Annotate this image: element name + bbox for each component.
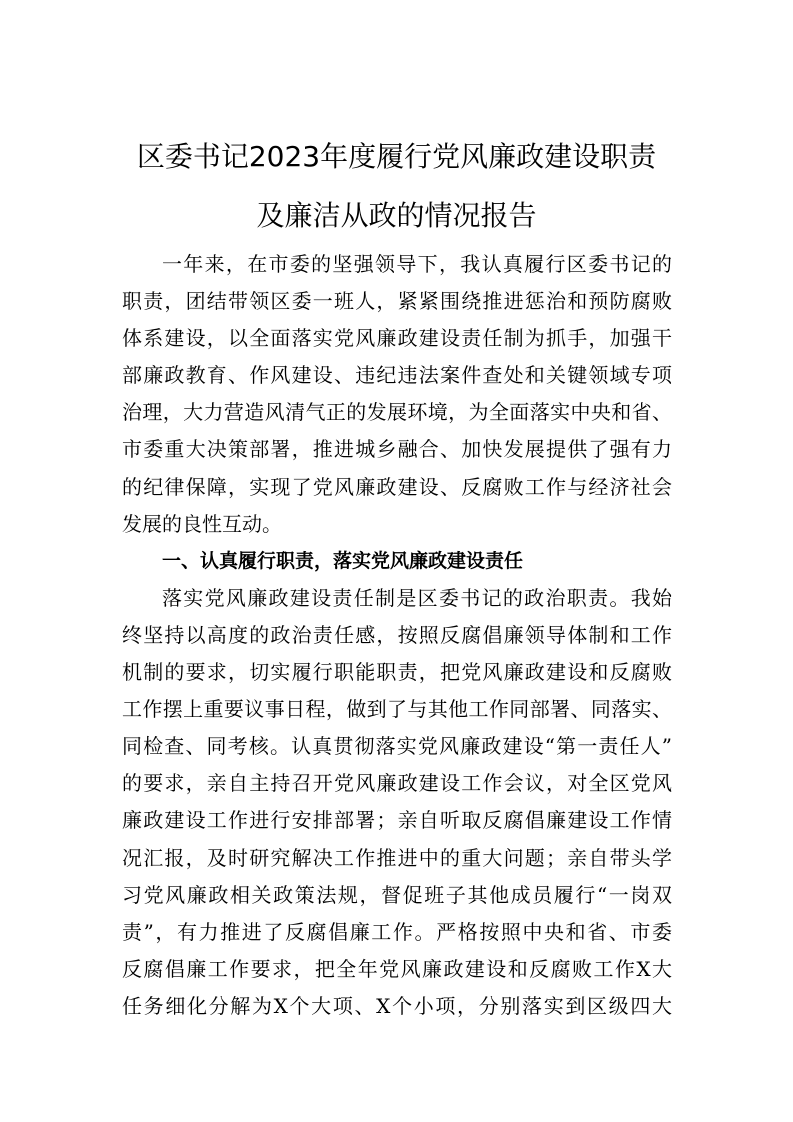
paragraph-2-line-4: 工作摆上重要议事日程，做到了与其他工作同部署、同落实、 — [122, 697, 672, 722]
paragraph-2-line-10: 责”，有力推进了反腐倡廉工作。严格按照中央和省、市委 — [122, 919, 672, 944]
paragraph-1-line-3: 体系建设，以全面落实党风廉政建设责任制为抓手，加强干 — [122, 326, 672, 351]
paragraph-1-line-7: 的纪律保障，实现了党风廉政建设、反腐败工作与经济社会 — [122, 474, 672, 499]
paragraph-2-line-8: 况汇报，及时研究解决工作推进中的重大问题；亲自带头学 — [122, 845, 672, 870]
document-title-line-1: 区委书记2023年度履行党风廉政建设职责 — [136, 140, 657, 173]
paragraph-1-line-6: 市委重大决策部署，推进城乡融合、加快发展提供了强有力 — [122, 437, 672, 462]
section-heading-1: 一、认真履行职责，落实党风廉政建设责任 — [162, 549, 524, 572]
paragraph-1-line-8: 发展的良性互动。 — [122, 511, 282, 536]
document-title-line-2: 及廉洁从政的情况报告 — [256, 199, 537, 232]
paragraph-2-line-12: 任务细化分解为X个大项、X个小项，分别落实到区级四大 — [122, 993, 672, 1018]
paragraph-2-line-3: 机制的要求，切实履行职能职责，把党风廉政建设和反腐败 — [122, 660, 672, 685]
paragraph-1-line-4: 部廉政教育、作风建设、违纪违法案件查处和关键领域专项 — [122, 363, 672, 388]
document-body — [122, 246, 672, 1025]
paragraph-2-line-6: 的要求，亲自主持召开党风廉政建设工作会议，对全区党风 — [122, 771, 672, 796]
paragraph-2-line-5: 同检查、同考核。认真贯彻落实党风廉政建设“第一责任人” — [122, 734, 672, 759]
paragraph-2-line-2: 终坚持以高度的政治责任感，按照反腐倡廉领导体制和工作 — [122, 622, 672, 647]
paragraph-1-line-2: 职责，团结带领区委一班人，紧紧围绕推进惩治和预防腐败 — [122, 289, 672, 314]
paragraph-2-line-11: 反腐倡廉工作要求，把全年党风廉政建设和反腐败工作X大 — [122, 956, 672, 981]
paragraph-2-line-9: 习党风廉政相关政策法规，督促班子其他成员履行“一岗双 — [122, 882, 672, 907]
paragraph-2-line-1: 落实党风廉政建设责任制是区委书记的政治职责。我始 — [162, 585, 672, 610]
paragraph-1-line-5: 治理，大力营造风清气正的发展环境，为全面落实中央和省、 — [122, 400, 672, 425]
paragraph-2-line-7: 廉政建设工作进行安排部署；亲自听取反腐倡廉建设工作情 — [122, 808, 672, 833]
paragraph-1-line-1: 一年来，在市委的坚强领导下，我认真履行区委书记的 — [162, 252, 672, 276]
